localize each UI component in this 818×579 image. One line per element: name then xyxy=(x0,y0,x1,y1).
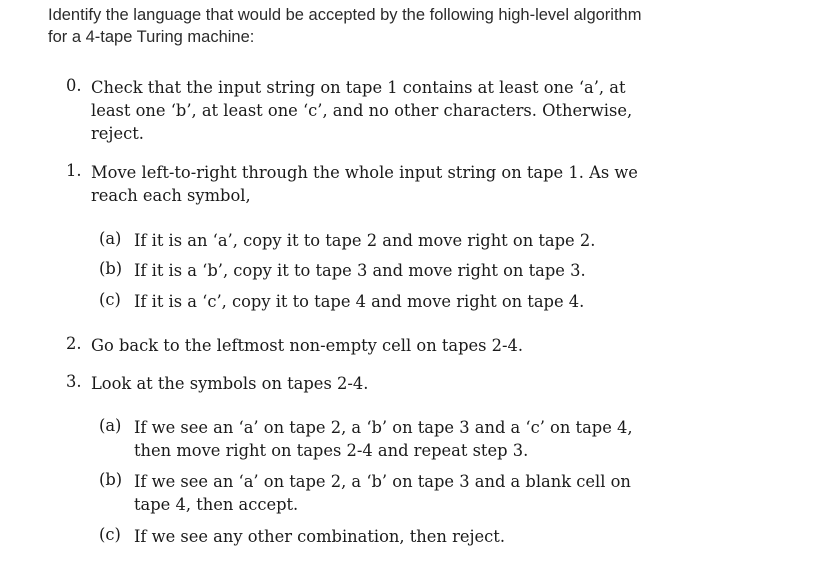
sub-text xyxy=(134,290,664,313)
step-text xyxy=(91,161,661,207)
intro-line-2: for a 4-tape Turing machine: xyxy=(48,28,255,46)
sub-label: (c) xyxy=(99,290,121,309)
step-line: Look at the symbols on tapes 2-4. xyxy=(91,374,369,393)
sub-label: (a) xyxy=(99,416,122,435)
step-line: reach each symbol, xyxy=(91,186,251,205)
sub-label: (b) xyxy=(99,470,123,489)
sub-text xyxy=(134,259,664,282)
step-line: Check that the input string on tape 1 contains at least one ‘a’, at xyxy=(91,78,626,97)
sub-label: (c) xyxy=(99,525,121,544)
step-text xyxy=(91,334,661,357)
sub-line: If it is a ‘c’, copy it to tape 4 and move right on tape 4. xyxy=(134,292,585,311)
sub-line: If it is a ‘b’, copy it to tape 3 and move right on tape 3. xyxy=(134,261,586,280)
sub-line: If we see an ‘a’ on tape 2, a ‘b’ on tape 3 and a ‘c’ on tape 4, xyxy=(134,418,633,437)
step-text xyxy=(91,76,661,145)
step-number: 2. xyxy=(66,334,82,353)
sub-line: If we see an ‘a’ on tape 2, a ‘b’ on tape 3 and a blank cell on xyxy=(134,472,631,491)
sub-line: If it is an ‘a’, copy it to tape 2 and move right on tape 2. xyxy=(134,231,596,250)
step-number: 1. xyxy=(66,161,82,180)
sub-text xyxy=(134,416,664,462)
sub-line: If we see any other combination, then reject. xyxy=(134,527,506,546)
sub-text xyxy=(134,525,664,548)
step-number: 3. xyxy=(66,372,82,391)
sub-text xyxy=(134,229,664,252)
sub-label: (a) xyxy=(99,229,122,248)
sub-line: then move right on tapes 2-4 and repeat step 3. xyxy=(134,441,529,460)
step-text xyxy=(91,372,661,395)
sub-text xyxy=(134,470,664,516)
step-line: reject. xyxy=(91,124,144,143)
step-line: least one ‘b’, at least one ‘c’, and no other characters. Otherwise, xyxy=(91,101,633,120)
step-line: Move left-to-right through the whole input string on tape 1. As we xyxy=(91,163,638,182)
sub-line: tape 4, then accept. xyxy=(134,495,299,514)
intro-line-1: Identify the language that would be accepted by the following high-level algorithm xyxy=(48,6,642,24)
step-number: 0. xyxy=(66,76,82,95)
step-line: Go back to the leftmost non-empty cell on tapes 2-4. xyxy=(91,336,524,355)
sub-label: (b) xyxy=(99,259,123,278)
